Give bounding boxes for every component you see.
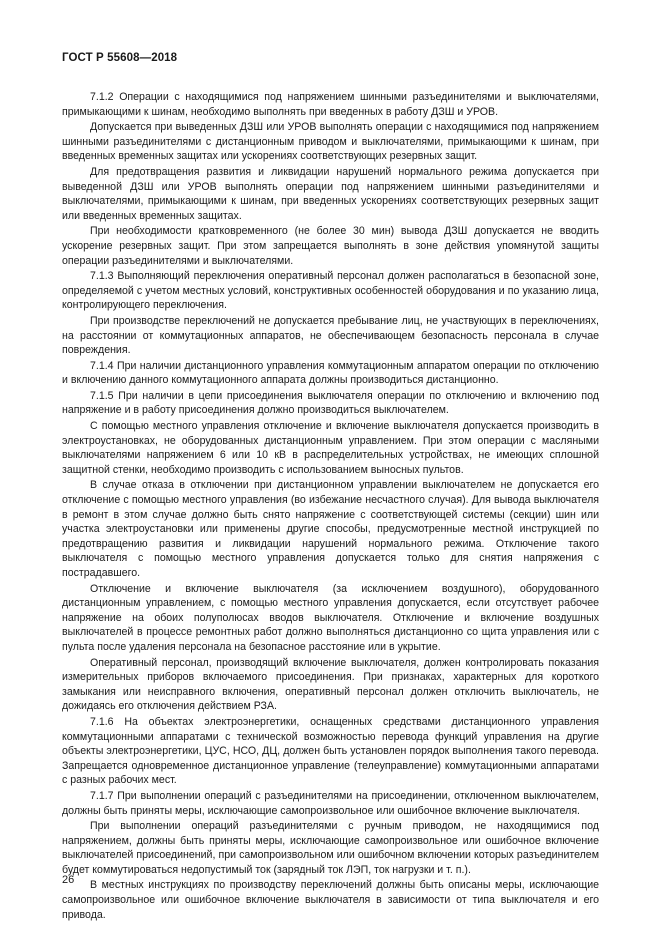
paragraph: 7.1.6 На объектах электроэнергетики, оснащенных средствами дистанционного управления коммутационными аппаратами с технической возможностью перевода функций управления на другие объекты электроэнергетики, ЦУС, НСО, ДЦ, должен быть установлен порядок выполнения такого перевода. Запрещается одновременное дистанционное управление (телеуправление) коммутационными аппаратами с разных рабочих мест. xyxy=(62,715,599,787)
paragraph: 7.1.7 При выполнении операций с разъединителями на присоединении, отключенном выключателем, должны быть приняты меры, исключающие самопроизвольное или ошибочное включение выключателя. xyxy=(62,789,599,817)
paragraph: Для предотвращения развития и ликвидации нарушений нормального режима допускается при выведенной ДЗШ или УРОВ выполнять операции под напряжением шинными разъединителями и выключателями, примыкающими к шинам, при введенных ускорениях соответствующих резервных защит или введенных временных защитах. xyxy=(62,165,599,222)
paragraph: 7.1.3 Выполняющий переключения оперативный персонал должен располагаться в безопасной зоне, определяемой с учетом местных условий, конструктивных особенностей оборудования и по указанию лица, контролирующего переключения. xyxy=(62,270,599,312)
paragraph: 7.1.4 При наличии дистанционного управления коммутационным аппаратом операции по отключению и включению данного коммутационного аппарата должны производиться дистанционно. xyxy=(62,359,599,387)
paragraph: Отключение и включение выключателя (за исключением воздушного), оборудованного дистанционным управлением, с помощью местного управления допускается, если отсутствует рабочее напряжение на обоих полуполюсах вводов выключателя. Отключение и включение воздушных выключателей в процессе ремонтных работ должно выполняться дистанционно со щита управления или с пульта после удаления персонала на безопасное расстояние или в укрытие. xyxy=(62,582,599,653)
page-number: 26 xyxy=(62,874,75,886)
document-body xyxy=(62,90,599,923)
paragraph: При необходимости кратковременного (не более 30 мин) вывода ДЗШ допускается не вводить ускорение резервных защит. При этом запрещается выполнять в зоне действия упомянутой защиты операции разъединителями и выключателями. xyxy=(62,225,599,267)
paragraph: При выполнении операций разъединителями с ручным приводом, не находящимися под напряжением, должны быть приняты меры, исключающие самопроизвольное или ошибочное включение выключателей присоединений, при самопроизвольном или ошибочном включении которых разъединителем будет коммутироваться недопустимый ток (зарядный ток ЛЭП, ток нагрузки и т. п.). xyxy=(62,820,599,876)
paragraph: С помощью местного управления отключение и включение выключателя допускается производить в электроустановках, не оборудованных дистанционным управлением. При этом операции с масляными выключателями напряжением 6 или 10 кВ в распределительных устройствах, не имеющих сплошной защитной стенки, необходимо производить с использованием выносных пультов. xyxy=(62,420,599,476)
paragraph: Допускается при выведенных ДЗШ или УРОВ выполнять операции с находящимися под напряжением шинными разъединителями с дистанционным приводом и выключателями, примыкающими к шинам, при введенных временных защитах или ускорениях соответствующих резервных защит. xyxy=(62,121,599,163)
paragraph: Оперативный персонал, производящий включение выключателя, должен контролировать показания измерительных приборов включаемого присоединения. При признаках, характерных для короткого замыкания или неисправного включения, оперативный персонал должен отключить выключатель, не дожидаясь его отключения действием РЗА. xyxy=(62,656,599,713)
paragraph: 7.1.2 Операции с находящимися под напряжением шинными разъединителями и выключателями, примыкающими к шинам, необходимо выполнять при введенных в работу ДЗШ и УРОВ. xyxy=(62,91,599,118)
paragraph: 7.1.5 При наличии в цепи присоединения выключателя операции по отключению и включению под напряжение и в работу присоединения должно производиться выключателем. xyxy=(62,389,599,417)
paragraph: В случае отказа в отключении при дистанционном управлении выключателем не допускается его отключение с помощью местного управления (во избежание несчастного случая). Для вывода выключателя в ремонт в этом случае должно быть снято напряжение с соответствующей системы (секции) шин или участка электроустановки или применены другие способы, предусмотренные местной инструкцией по предотвращению развития и ликвидации нарушений нормального режима. Отключение такого выключателя с помощью местного управления допускается только для снятия напряжения с пострадавшего. xyxy=(62,479,599,579)
paragraph: В местных инструкциях по производству переключений должны быть описаны меры, исключающие самопроизвольное или ошибочное включение выключателя в зависимости от типа выключателя и его привода. xyxy=(62,879,599,921)
document-header: ГОСТ Р 55608—2018 xyxy=(62,52,178,64)
paragraph: При производстве переключений не допускается пребывание лиц, не участвующих в переключениях, на расстоянии от коммутационных аппаратов, не обеспечивающем безопасность персонала в случае повреждения. xyxy=(62,314,599,357)
